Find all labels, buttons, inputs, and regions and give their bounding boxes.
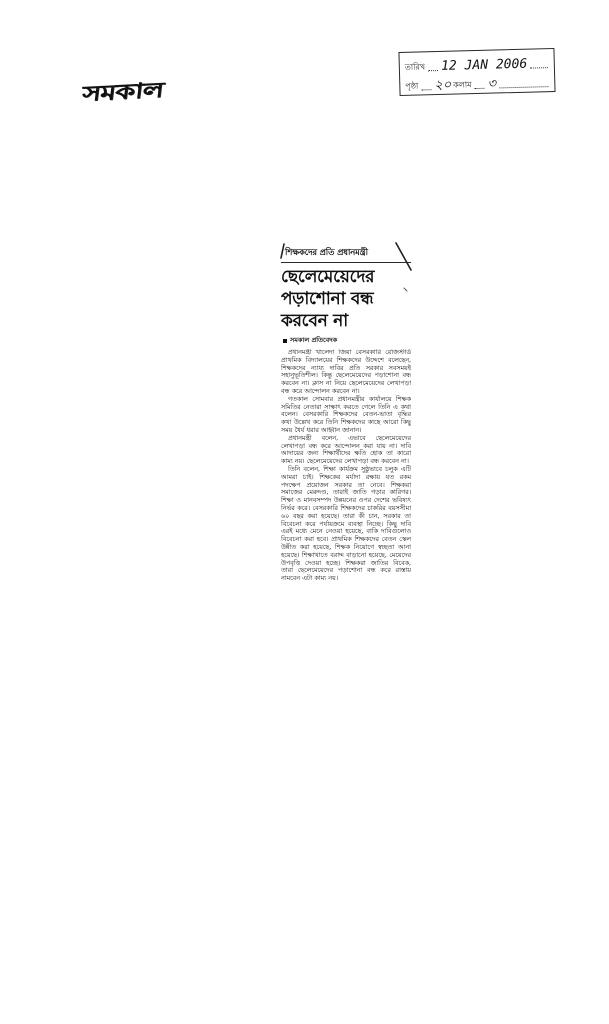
dotted-leader [421,84,431,90]
stamp-page-label: পৃষ্ঠা [405,81,419,91]
article-paragraph: গতকাল সোমবার প্রধানমন্ত্রীর কার্যালয়ে শিক্ষক সমিতির নেতারা সাক্ষাৎ করতে গেলে তিনি এ কথা বলেন। বেসরকারি শিক্ষকদের বেতন-ভাতা বৃদ্ধির কথা উল্লেখ করে তিনি শিক্ষকদের কাছে আরো কিছু সময় ধৈর্য ধরার আহ্বান জানান। [281,394,411,434]
dotted-leader [499,81,548,88]
clipping-date-stamp [398,48,555,96]
stamp-page-row [405,71,549,94]
byline-text: সমকাল প্রতিবেদক [290,336,338,344]
stamp-date-row [405,52,549,75]
headline-line: পড়াশোনা বন্ধ [281,289,374,309]
dotted-leader [474,83,484,89]
square-bullet-icon [283,339,287,343]
article-byline [281,335,411,346]
article-headline [281,266,411,332]
article-body [281,349,411,583]
article-paragraph: তিনি বলেন, শিক্ষা কার্যক্রম সুষ্ঠুভাবে চলুক এটি আমরা চাই। শিক্ষকের মর্যাদা রক্ষায় যত রকম পদক্ষেপ প্রয়োজন সরকার তা নেবে। শিক্ষকরা সমাজের মেরুদণ্ড, তারাই জাতি গড়ার কারিগর। শিক্ষা ও মানবসম্পদ উন্নয়নের ওপর দেশের ভবিষ্যৎ নির্ভর করে। বেসরকারি শিক্ষকদের চাকরির বয়সসীমা ৬০ বছর করা হয়েছে। তারা কী চান, সরকার তা বিবেচনা করে পর্যায়ক্রমে ব্যবস্থা নিচ্ছে। কিছু দাবি এরই মধ্যে মেনে নেওয়া হয়েছে, বাকি দাবিগুলোও বিবেচনা করা হবে। প্রাথমিক শিক্ষকদের বেতন স্কেল উন্নীত করা হয়েছে, শিক্ষক নিয়োগে স্বচ্ছতা আনা হয়েছে। শিক্ষাখাতে বরাদ্দ বাড়ানো হয়েছে, মেয়েদের উপবৃত্তি দেওয়া হচ্ছে। শিক্ষকরা জাতির বিবেক, তারা ছেলেমেয়েদের পড়াশোনা বন্ধ করে রাস্তায় নামবেন এটা কাম্য নয়। [281,464,411,583]
stamp-column-label: কলাম [453,80,472,90]
headline-line: করবেন না [281,311,348,331]
stamp-column-value: ৩ [487,76,497,92]
masthead-logo-text: সমকাল [80,76,165,107]
article-paragraph: প্রধানমন্ত্রী বলেন, এভাবে ছেলেমেয়েদের লেখাপড়া বন্ধ করে আন্দোলন করা যায় না। দাবি আদায়ের জন্য শিক্ষার্থীদের ক্ষতি হোক তা কারো কাম্য নয়। ছেলেমেয়েদের লেখাপড়া বন্ধ করবেন না। [281,433,411,466]
article-paragraph: প্রধানমন্ত্রী খালেদা জিয়া বেসরকারি রেজিস্টার্ড প্রাথমিক বিদ্যালয়ের শিক্ষকদের উদ্দেশে বলেছেন, শিক্ষকদের ন্যায্য দাবির প্রতি সরকার সবসময়ই সহানুভূতিশীল। কিন্তু ছেলেমেয়েদের পড়াশোনা বন্ধ করবেন না। ক্লাস না নিয়ে ছেলেমেয়েদের লেখাপড়া বন্ধ করে আন্দোলন করবেন না। [281,349,411,395]
stamp-date-label: তারিখ [404,62,426,72]
article-kicker: শিক্ষকদের প্রতি প্রধানমন্ত্রী [281,244,411,263]
stamp-page-value: ২০ [434,77,452,94]
stamp-date-value: 12 JAN 2006 [440,56,528,74]
news-article-clipping [281,244,411,583]
newspaper-masthead-logo [82,78,224,112]
headline-line: ছেলেমেয়েদের [281,267,375,287]
dotted-leader [428,65,438,71]
dotted-leader [530,62,548,68]
